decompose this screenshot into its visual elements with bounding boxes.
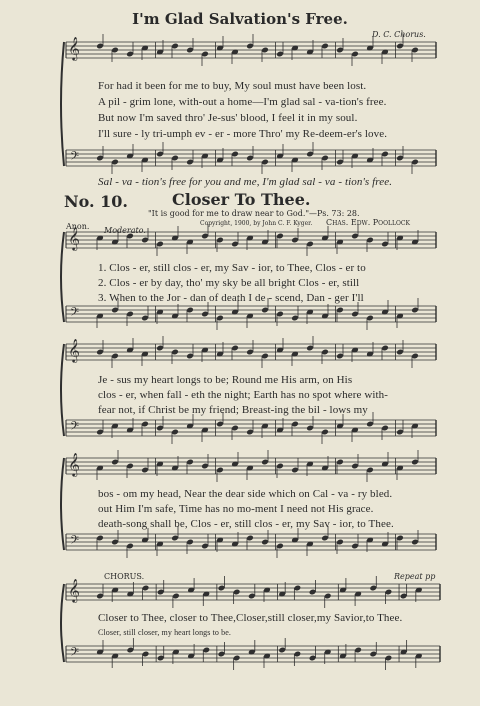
system2-verse-2: clos - er, when fall - eth the night; Earth has no spot where with- bbox=[98, 389, 389, 401]
copyright-notice: Copyright, 1900, by John C. F. Kyger. bbox=[200, 220, 313, 227]
hymn1-verse-3: But now I'm saved thro' Je-sus' blood, I feel it in my soul. bbox=[98, 112, 358, 124]
hymn2-system1-treble-clef: 𝄞 bbox=[68, 226, 80, 250]
chorus-bass-lyric: Closer, still closer, my heart longs to be. bbox=[98, 628, 231, 637]
system2-verse-3: fear not, if Christ be my friend; Breast-ing the bil - lows my bbox=[98, 404, 368, 416]
author-credit: Anon. bbox=[66, 222, 90, 231]
system1-verse-2: 2. Clos - er by day, tho' my sky be all bright Clos - er, still bbox=[98, 277, 360, 289]
repeat-label: Repeat pp bbox=[394, 572, 436, 581]
hymn2-system3-bass-clef: 𝄢 bbox=[70, 534, 80, 550]
dc-chorus-label: D. C. Chorus. bbox=[372, 30, 426, 39]
hymn2-system2-brace bbox=[61, 344, 64, 436]
system2-verse-1: Je - sus my heart longs to be; Round me His arm, on His bbox=[98, 374, 353, 386]
hymn2-system1-brace bbox=[61, 232, 64, 322]
hymn1-title: I'm Glad Salvation's Free. bbox=[132, 10, 348, 28]
hymn1-system-brace bbox=[61, 42, 64, 166]
system1-verse-1: 1. Clos - er, still clos - er, my Sav - ior, to Thee, Clos - er to bbox=[98, 262, 366, 274]
chorus-label: CHORUS. bbox=[104, 572, 145, 581]
hymn2-chorus-bass-clef: 𝄢 bbox=[70, 646, 80, 662]
system1-verse-3: 3. When to the Jor - dan of death I de - scend, Dan - ger I'll bbox=[98, 292, 364, 304]
hymn2-system3-brace bbox=[61, 458, 64, 550]
chorus-soprano-lyric: Closer to Thee, closer to Thee,Closer,still closer,my Savior,to Thee. bbox=[98, 612, 403, 624]
hymn1-verse-4: I'll sure - ly tri-umph ev - er - more Thro' my Re-deem-er's love. bbox=[98, 128, 388, 140]
composer-credit: Chas. Edw. Poollock bbox=[326, 218, 410, 227]
hymn2-system1-bass-clef: 𝄢 bbox=[70, 306, 80, 322]
hymn2-chorus-brace bbox=[61, 584, 64, 662]
hymn2-system2-treble-clef: 𝄞 bbox=[68, 338, 80, 362]
system3-verse-1: bos - om my head, Near the dear side which on Cal - va - ry bled. bbox=[98, 488, 393, 500]
hymn1-system-treble-clef: 𝄞 bbox=[68, 36, 80, 60]
hymn-number: No. 10. bbox=[64, 192, 128, 211]
system3-verse-2: out Him I'm safe, Time has no mo-ment I need not His grace. bbox=[98, 503, 374, 515]
hymn2-system2-bass-clef: 𝄢 bbox=[70, 420, 80, 436]
hymn1-verse-1: For had it been for me to buy, My soul must have been lost. bbox=[98, 80, 367, 92]
system3-verse-3: death-song shall be, Clos - er, still clos - er, my Sav - ior, to Thee. bbox=[98, 518, 394, 530]
hymn2-chorus-treble-clef: 𝄞 bbox=[68, 578, 80, 602]
hymn2-system3-treble-clef: 𝄞 bbox=[68, 452, 80, 476]
scripture-reference: "It is good for me to draw near to God."—Ps. 73: 28. bbox=[148, 209, 360, 218]
hymn1-system-bass-clef: 𝄢 bbox=[70, 150, 80, 166]
tempo-marking: Moderato. bbox=[104, 226, 146, 235]
hymn2-title: Closer To Thee. bbox=[172, 190, 311, 209]
hymn1-verse-2: A pil - grim lone, with-out a home—I'm glad sal - va-tion's free. bbox=[98, 96, 387, 108]
hymn1-refrain: Sal - va - tion's free for you and me, I'm glad sal - va - tion's free. bbox=[98, 176, 393, 188]
